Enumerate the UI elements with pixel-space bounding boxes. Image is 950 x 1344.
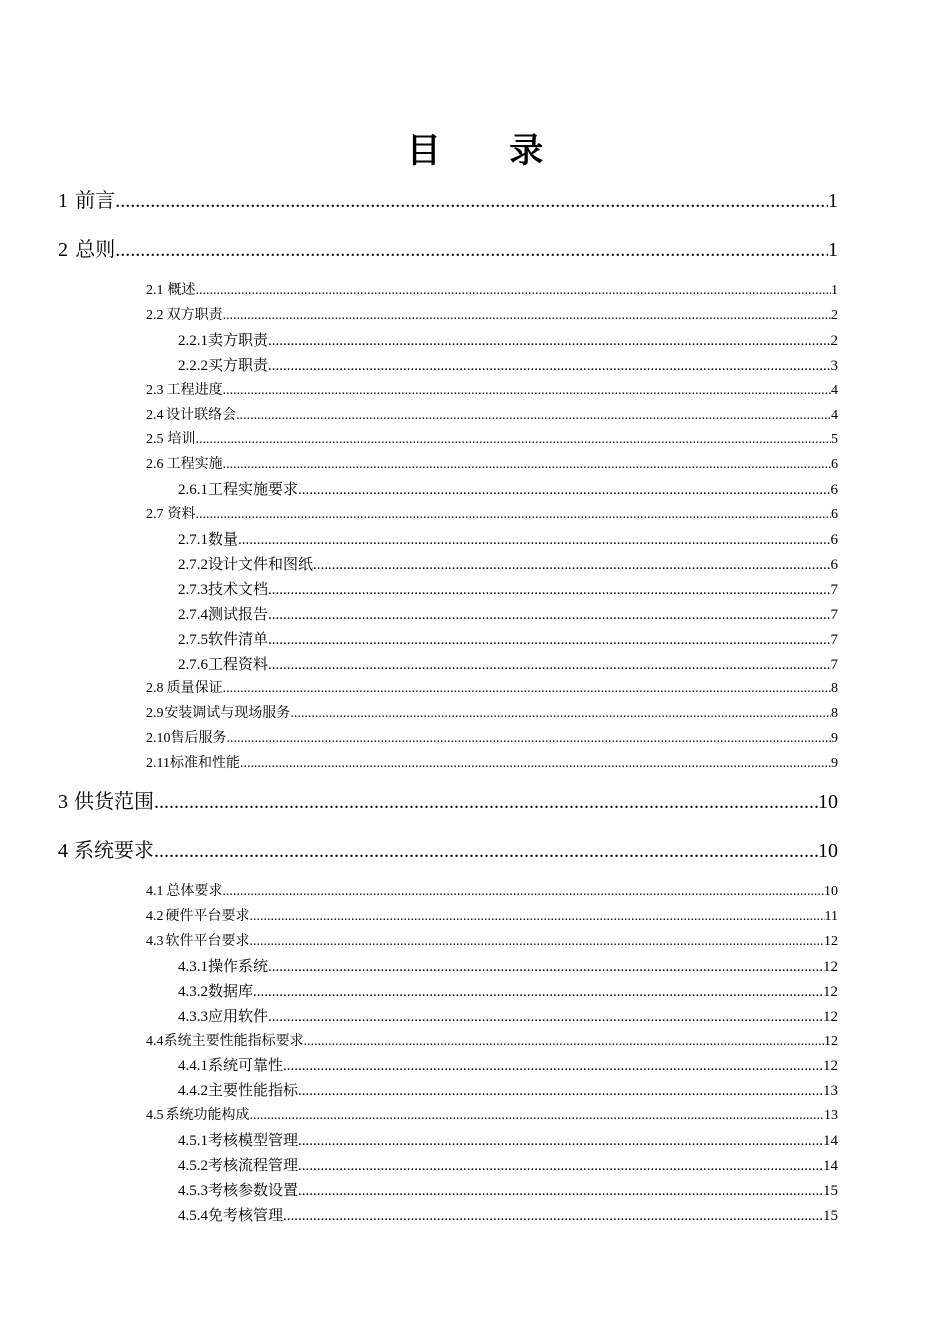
toc-entry-title: 概述 <box>167 283 196 298</box>
toc-dot-leader <box>268 605 830 625</box>
toc-entry[interactable] <box>178 655 838 675</box>
toc-dot-leader <box>236 406 831 426</box>
toc-entry-page: 13 <box>824 1108 838 1124</box>
toc-entry-number: 4.3.3 <box>178 1008 208 1025</box>
toc-entry-page: 12 <box>823 1008 838 1025</box>
toc-entry-number: 3 <box>58 791 68 814</box>
toc-entry-title: 操作系统 <box>208 958 269 975</box>
toc-entry-number: 2.9 <box>146 706 164 722</box>
toc-entry-page: 1 <box>828 239 838 261</box>
toc-entry-number: 4.4 <box>146 1033 164 1049</box>
toc-dot-leader <box>115 236 828 264</box>
toc-entry[interactable] <box>146 907 838 927</box>
toc-dot-leader <box>223 455 831 475</box>
toc-entry[interactable] <box>178 1181 838 1201</box>
toc-entry-title: 系统功能构成 <box>165 1108 250 1124</box>
toc-entry-title: 数量 <box>208 532 239 548</box>
toc-entry-title: 标准和性能 <box>169 756 240 772</box>
toc-entry-number: 2.8 <box>146 681 164 697</box>
toc-entry-page: 9 <box>831 731 838 747</box>
toc-entry[interactable] <box>178 331 838 351</box>
toc-entry-page: 1 <box>828 190 838 212</box>
toc-entry-page: 6 <box>830 482 838 499</box>
toc-entry-number: 4.3.1 <box>178 958 208 975</box>
toc-entry[interactable] <box>146 932 838 952</box>
toc-entry-title: 买方职责 <box>208 357 269 374</box>
toc-entry-number: 2.7 <box>146 507 164 523</box>
toc-entry-number: 2.2 <box>146 307 164 323</box>
toc-entry-number: 4.1 <box>146 884 164 900</box>
toc-dot-leader <box>304 1032 824 1052</box>
toc-entry-number: 2.7.4 <box>178 606 208 623</box>
toc-entry-title: 考核流程管理 <box>208 1158 299 1174</box>
toc-entry-number: 2.5 <box>146 432 164 448</box>
toc-entry-page: 6 <box>831 457 838 473</box>
toc-dot-leader <box>196 281 831 301</box>
toc-dot-leader <box>283 1206 823 1226</box>
toc-dot-leader <box>249 907 824 927</box>
toc-entry-title: 工程实施 <box>166 457 223 473</box>
toc-entry[interactable] <box>178 480 838 500</box>
toc-entry-page: 15 <box>823 1182 838 1199</box>
toc-entry-page: 10 <box>818 791 838 814</box>
toc-entry-page: 12 <box>823 1058 838 1075</box>
toc-entry-number: 2 <box>58 239 68 261</box>
toc-entry[interactable] <box>178 1131 838 1151</box>
toc-entry-title: 总体要求 <box>166 884 223 900</box>
toc-entry-title: 免考核管理 <box>208 1207 284 1224</box>
toc-entry-title: 供货范围 <box>74 791 155 814</box>
toc-entry-number: 4.5.2 <box>178 1158 208 1174</box>
toc-entry-number: 2.7.5 <box>178 631 208 648</box>
toc-dot-leader <box>298 480 830 500</box>
toc-dot-leader <box>249 1106 824 1126</box>
toc-entry-number: 2.2.2 <box>178 357 208 374</box>
toc-entry-page: 3 <box>830 357 838 374</box>
toc-dot-leader <box>313 555 830 575</box>
toc-entry-title: 工程进度 <box>166 382 223 398</box>
toc-entry[interactable] <box>146 281 838 301</box>
toc-entry-number: 2.7.1 <box>178 532 208 548</box>
toc-entry-page: 12 <box>824 933 838 949</box>
toc-entry-page: 13 <box>823 1083 838 1100</box>
toc-entry-page: 15 <box>823 1207 838 1224</box>
toc-entry-page: 8 <box>831 706 838 722</box>
toc-entry-title: 售后服务 <box>170 731 227 747</box>
toc-entry[interactable] <box>178 580 838 600</box>
toc-entry-page: 7 <box>830 581 838 598</box>
toc-dot-leader <box>298 1081 823 1101</box>
toc-entry-title: 系统主要性能指标要求 <box>163 1033 304 1049</box>
toc-entry-page: 14 <box>823 1158 838 1174</box>
toc-entry-title: 系统可靠性 <box>208 1058 284 1075</box>
toc-dot-leader <box>268 356 830 376</box>
toc-dot-leader <box>240 754 831 774</box>
toc-entry[interactable] <box>178 1081 838 1101</box>
toc-entry-number: 2.1 <box>146 283 164 298</box>
toc-entry[interactable] <box>178 605 838 625</box>
toc-entry-title: 资料 <box>167 507 196 523</box>
toc-entry[interactable] <box>146 381 838 401</box>
toc-entry[interactable] <box>58 788 838 816</box>
toc-dot-leader <box>290 704 831 724</box>
toc-dot-leader <box>253 982 823 1002</box>
toc-entry-page: 9 <box>831 756 838 772</box>
page-title: 目 录 <box>406 133 574 170</box>
toc-dot-leader <box>223 306 831 326</box>
toc-entry-number: 4.5.3 <box>178 1182 208 1199</box>
toc-entry-page: 4 <box>831 382 838 398</box>
toc-entry-number: 4.5 <box>146 1108 164 1124</box>
toc-entry[interactable] <box>178 630 838 650</box>
toc-dot-leader <box>196 430 831 450</box>
toc-entry-number: 4.4.1 <box>178 1058 208 1075</box>
toc-entry-number: 2.6 <box>146 457 164 473</box>
toc-entry-number: 2.7.2 <box>178 556 208 573</box>
toc-entry-title: 软件清单 <box>208 631 269 648</box>
toc-entry-title: 技术文档 <box>208 581 269 598</box>
toc-entry-title: 双方职责 <box>166 307 223 323</box>
toc-entry-title: 考核参数设置 <box>208 1182 299 1199</box>
toc-entry-page: 12 <box>823 958 838 975</box>
toc-dot-leader <box>298 1131 823 1151</box>
toc-entry[interactable] <box>146 729 838 749</box>
toc-entry-title: 质量保证 <box>166 681 223 697</box>
toc-dot-leader <box>268 957 823 977</box>
toc-entry[interactable] <box>178 530 838 550</box>
toc-entry[interactable] <box>58 837 838 865</box>
toc-entry-title: 培训 <box>167 432 196 448</box>
toc-dot-leader <box>154 837 818 865</box>
toc-dot-leader <box>268 1007 823 1027</box>
toc-entry-number: 4.4.2 <box>178 1083 208 1100</box>
toc-entry-page: 12 <box>823 983 838 1000</box>
toc-entry-title: 前言 <box>75 190 116 212</box>
toc-entry-page: 11 <box>824 909 838 924</box>
toc-entry[interactable] <box>146 882 838 902</box>
toc-entry-number: 2.7.3 <box>178 581 208 598</box>
toc-entry-number: 4 <box>58 840 68 863</box>
toc-entry-number: 2.11 <box>146 756 170 772</box>
toc-dot-leader <box>298 1156 823 1176</box>
toc-entry-title: 卖方职责 <box>208 332 269 349</box>
toc-entry-page: 7 <box>830 606 838 623</box>
toc-entry-page: 2 <box>831 307 838 323</box>
toc-entry[interactable] <box>146 505 838 525</box>
toc-entry[interactable] <box>146 430 838 450</box>
toc-entry-page: 7 <box>830 656 838 673</box>
toc-entry-page: 10 <box>818 840 838 863</box>
toc-entry-page: 7 <box>830 631 838 648</box>
toc-dot-leader <box>268 331 830 351</box>
toc-dot-leader <box>268 630 830 650</box>
toc-entry-number: 4.3.2 <box>178 983 208 1000</box>
toc-entry-title: 设计文件和图纸 <box>208 556 314 573</box>
toc-dot-leader <box>268 655 830 675</box>
toc-dot-leader <box>223 679 831 699</box>
toc-entry-title: 主要性能指标 <box>208 1083 299 1100</box>
toc-dot-leader <box>222 882 824 902</box>
toc-dot-leader <box>227 729 832 749</box>
toc-entry-page: 2 <box>830 332 838 349</box>
toc-entry[interactable] <box>178 1156 838 1176</box>
toc-dot-leader <box>223 381 831 401</box>
toc-entry-title: 工程资料 <box>208 656 269 673</box>
toc-entry-title: 总则 <box>75 239 116 261</box>
toc-entry-number: 2.6.1 <box>178 482 208 499</box>
toc-entry-page: 6 <box>831 507 838 523</box>
toc-dot-leader <box>238 530 830 550</box>
toc-entry-number: 2.10 <box>146 731 171 747</box>
toc-entry-number: 4.5.1 <box>178 1133 208 1150</box>
toc-dot-leader <box>249 932 824 952</box>
toc-entry-number: 4.5.4 <box>178 1207 208 1224</box>
toc-dot-leader <box>196 505 831 525</box>
toc-entry-number: 4.2 <box>146 909 164 924</box>
toc-dot-leader <box>298 1181 823 1201</box>
toc-entry-title: 设计联络会 <box>166 407 237 423</box>
toc-entry-number: 2.3 <box>146 382 164 398</box>
toc-entry[interactable] <box>146 1032 838 1052</box>
toc-entry-title: 数据库 <box>208 983 254 1000</box>
toc-entry-number: 1 <box>58 190 68 212</box>
toc-dot-leader <box>154 788 818 816</box>
toc-entry[interactable] <box>146 704 838 724</box>
toc-entry[interactable] <box>146 306 838 326</box>
toc-entry[interactable] <box>178 957 838 977</box>
toc-entry-title: 软件平台要求 <box>165 933 250 949</box>
toc-entry-page: 4 <box>831 407 838 423</box>
toc-entry[interactable] <box>178 982 838 1002</box>
toc-entry-page: 12 <box>824 1033 838 1049</box>
toc-entry-number: 2.7.6 <box>178 656 208 673</box>
toc-entry[interactable] <box>146 1106 838 1126</box>
toc-dot-leader <box>283 1056 823 1076</box>
toc-entry-page: 6 <box>830 532 838 548</box>
toc-entry-number: 4.3 <box>146 933 164 949</box>
toc-entry-page: 14 <box>823 1133 838 1150</box>
toc-entry[interactable] <box>178 1056 838 1076</box>
toc-entry-title: 安装调试与现场服务 <box>164 706 291 722</box>
toc-entry-title: 硬件平台要求 <box>165 909 250 924</box>
toc-dot-leader <box>268 580 830 600</box>
toc-entry[interactable] <box>178 555 838 575</box>
toc-entry-page: 10 <box>824 884 838 900</box>
toc-entry-number: 2.2.1 <box>178 332 208 349</box>
toc-entry-title: 工程实施要求 <box>208 482 299 499</box>
toc-entry-page: 8 <box>831 681 838 697</box>
toc-entry[interactable] <box>146 754 838 774</box>
toc-entry-number: 2.4 <box>146 407 164 423</box>
toc-entry-title: 系统要求 <box>74 840 155 863</box>
toc-dot-leader <box>115 187 828 215</box>
toc-entry-page: 5 <box>831 432 838 448</box>
toc-entry-page: 1 <box>831 283 838 298</box>
toc-entry-title: 考核模型管理 <box>208 1133 299 1150</box>
toc-entry[interactable] <box>146 679 838 699</box>
toc-entry-title: 测试报告 <box>208 606 269 623</box>
toc-entry-page: 6 <box>830 556 838 573</box>
toc-entry[interactable] <box>146 406 838 426</box>
toc-entry[interactable] <box>146 455 838 475</box>
toc-entry[interactable] <box>178 1007 838 1027</box>
toc-entry[interactable] <box>58 236 838 264</box>
toc-entry[interactable] <box>58 187 838 215</box>
toc-entry[interactable] <box>178 356 838 376</box>
toc-entry[interactable] <box>178 1206 838 1226</box>
toc-entry-title: 应用软件 <box>208 1008 269 1025</box>
